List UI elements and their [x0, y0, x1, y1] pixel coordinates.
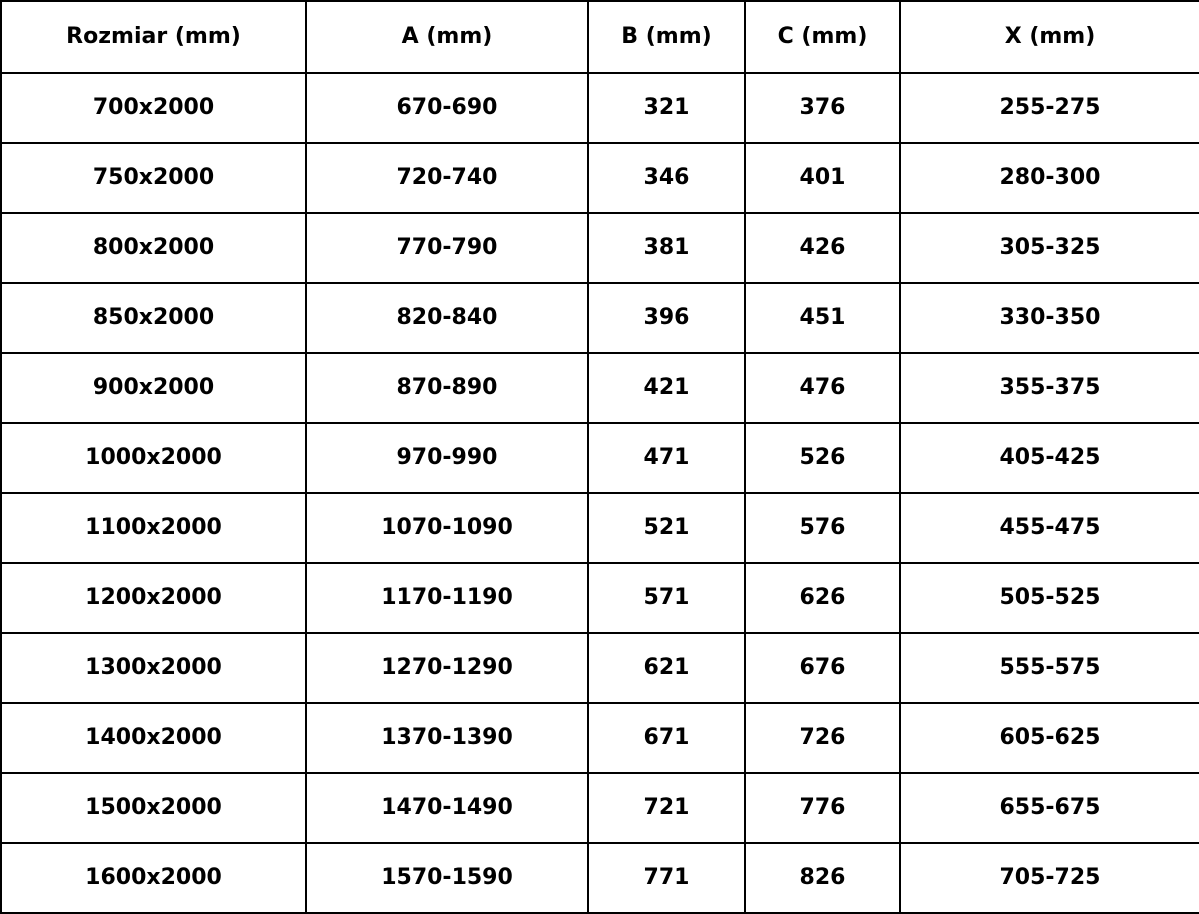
cell-size: 900x2000 — [1, 353, 306, 423]
cell-c: 576 — [745, 493, 900, 563]
cell-b: 321 — [588, 73, 745, 143]
table-row — [1, 843, 1199, 913]
cell-c: 451 — [745, 283, 900, 353]
cell-a: 1470-1490 — [306, 773, 588, 843]
table-header-row — [1, 1, 1199, 73]
cell-b: 571 — [588, 563, 745, 633]
cell-c: 626 — [745, 563, 900, 633]
table-row — [1, 563, 1199, 633]
table-row — [1, 703, 1199, 773]
cell-b: 671 — [588, 703, 745, 773]
cell-a: 1570-1590 — [306, 843, 588, 913]
cell-a: 670-690 — [306, 73, 588, 143]
cell-c: 776 — [745, 773, 900, 843]
cell-c: 826 — [745, 843, 900, 913]
cell-size: 1200x2000 — [1, 563, 306, 633]
cell-x: 405-425 — [900, 423, 1199, 493]
table-row — [1, 213, 1199, 283]
cell-x: 505-525 — [900, 563, 1199, 633]
cell-b: 421 — [588, 353, 745, 423]
cell-a: 1270-1290 — [306, 633, 588, 703]
column-header-c: C (mm) — [745, 1, 900, 73]
cell-b: 771 — [588, 843, 745, 913]
cell-x: 330-350 — [900, 283, 1199, 353]
cell-size: 1100x2000 — [1, 493, 306, 563]
cell-x: 255-275 — [900, 73, 1199, 143]
cell-size: 1000x2000 — [1, 423, 306, 493]
cell-size: 850x2000 — [1, 283, 306, 353]
cell-b: 381 — [588, 213, 745, 283]
cell-size: 1400x2000 — [1, 703, 306, 773]
table-header — [1, 1, 1199, 73]
cell-a: 970-990 — [306, 423, 588, 493]
table-row — [1, 633, 1199, 703]
table-row — [1, 143, 1199, 213]
cell-b: 521 — [588, 493, 745, 563]
table-row — [1, 283, 1199, 353]
table-row — [1, 493, 1199, 563]
cell-c: 376 — [745, 73, 900, 143]
cell-b: 471 — [588, 423, 745, 493]
cell-x: 705-725 — [900, 843, 1199, 913]
cell-c: 726 — [745, 703, 900, 773]
table-row — [1, 773, 1199, 843]
cell-x: 355-375 — [900, 353, 1199, 423]
column-header-rozmiar: Rozmiar (mm) — [1, 1, 306, 73]
cell-a: 1170-1190 — [306, 563, 588, 633]
cell-a: 770-790 — [306, 213, 588, 283]
cell-a: 1370-1390 — [306, 703, 588, 773]
table-row — [1, 73, 1199, 143]
table-row — [1, 423, 1199, 493]
column-header-b: B (mm) — [588, 1, 745, 73]
cell-x: 280-300 — [900, 143, 1199, 213]
cell-a: 720-740 — [306, 143, 588, 213]
cell-c: 676 — [745, 633, 900, 703]
cell-x: 455-475 — [900, 493, 1199, 563]
column-header-a: A (mm) — [306, 1, 588, 73]
cell-x: 305-325 — [900, 213, 1199, 283]
cell-size: 1500x2000 — [1, 773, 306, 843]
cell-x: 605-625 — [900, 703, 1199, 773]
cell-b: 621 — [588, 633, 745, 703]
cell-c: 526 — [745, 423, 900, 493]
table-row — [1, 353, 1199, 423]
cell-a: 820-840 — [306, 283, 588, 353]
cell-size: 1600x2000 — [1, 843, 306, 913]
cell-b: 721 — [588, 773, 745, 843]
cell-a: 870-890 — [306, 353, 588, 423]
cell-c: 401 — [745, 143, 900, 213]
cell-c: 426 — [745, 213, 900, 283]
cell-b: 346 — [588, 143, 745, 213]
cell-x: 555-575 — [900, 633, 1199, 703]
cell-b: 396 — [588, 283, 745, 353]
cell-c: 476 — [745, 353, 900, 423]
cell-a: 1070-1090 — [306, 493, 588, 563]
cell-x: 655-675 — [900, 773, 1199, 843]
cell-size: 800x2000 — [1, 213, 306, 283]
column-header-x: X (mm) — [900, 1, 1199, 73]
cell-size: 750x2000 — [1, 143, 306, 213]
cell-size: 1300x2000 — [1, 633, 306, 703]
table-body — [1, 73, 1199, 913]
cell-size: 700x2000 — [1, 73, 306, 143]
